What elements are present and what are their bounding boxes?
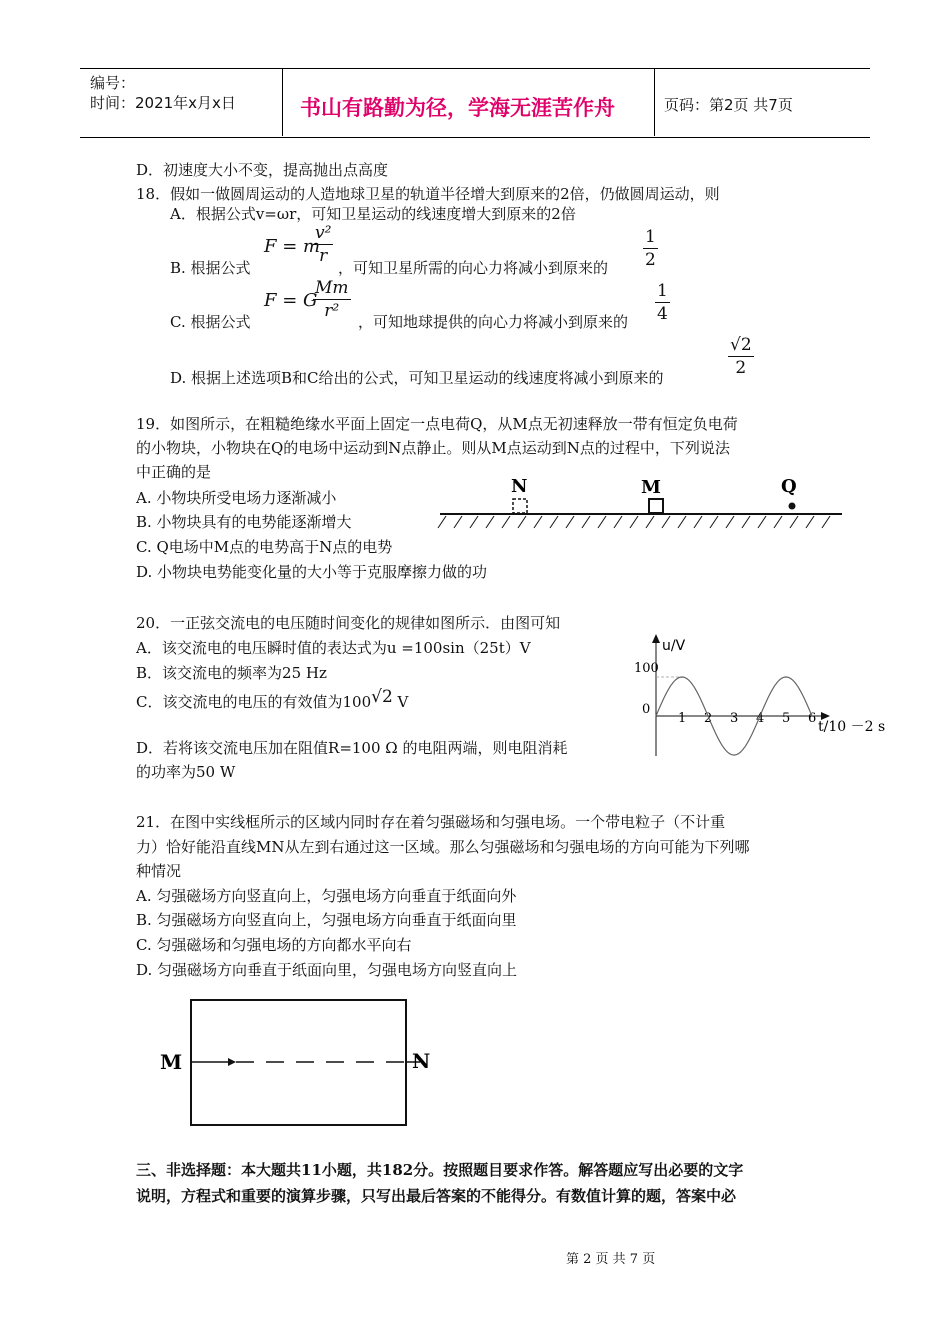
path-arrow <box>228 1058 236 1066</box>
q18-b-frac-den: 2 <box>645 250 656 270</box>
q20-stem: 20．一正弦交流电的电压随时间变化的规律如图所示．由图可知 <box>136 614 561 632</box>
q19-option-d: D. 小物块电势能变化量的大小等于克服摩擦力做的功 <box>136 563 488 581</box>
q18-b-answer-fraction <box>643 226 658 271</box>
label-n: N <box>511 476 528 497</box>
q18-option-c-prefix: C. 根据公式 <box>170 313 251 331</box>
q18-option-c-suffix: ，可知地球提供的向心力将减小到原来的 <box>358 313 629 331</box>
q21-figure <box>150 996 450 1132</box>
label-m: M <box>160 1050 183 1074</box>
q20-c-sqrt: √2 <box>371 687 393 707</box>
q18-c-formula-num: Mm <box>315 278 349 298</box>
q18-option-b-prefix: B. 根据公式 <box>170 259 251 277</box>
charge-q <box>789 503 796 510</box>
header-code: 编号： <box>90 74 136 92</box>
q18-option-b-suffix: ，可知卫星所需的向心力将减小到原来的 <box>338 259 609 277</box>
q19-stem-line3: 中正确的是 <box>136 463 212 481</box>
y-max-label: 100 <box>634 661 659 676</box>
q18-b-formula-num: v² <box>315 223 332 243</box>
x-tick-labels <box>678 711 816 726</box>
origin-label: 0 <box>642 702 651 717</box>
q18-b-frac-num: 1 <box>645 227 656 247</box>
q18-b-formula-lhs: F = m <box>264 236 321 257</box>
q18-c-formula-lhs: F = G <box>264 290 318 311</box>
q20-option-a: A．该交流电的电压瞬时值的表达式为u =100sin（25t）V <box>136 639 531 657</box>
q19-figure <box>436 470 846 540</box>
header-motto: 书山有路勤为径，学海无涯苦作舟 <box>300 96 615 120</box>
q18-stem: 18．假如一做圆周运动的人造地球卫星的轨道半径增大到原来的2倍，仍做圆周运动，则 <box>136 185 720 203</box>
q18-d-frac-num: √2 <box>730 335 752 355</box>
q21-option-c: C. 匀强磁场和匀强电场的方向都水平向右 <box>136 936 412 954</box>
label-m: M <box>641 477 661 498</box>
label-n: N <box>412 1049 431 1073</box>
x-tick-label: 6 <box>808 711 817 726</box>
header-time: 时间：2021年x月x日 <box>90 94 236 112</box>
x-tick-label: 1 <box>678 711 687 726</box>
q20-c-unit: V <box>397 693 409 711</box>
ground-hatching <box>438 516 830 528</box>
q21-stem-line3: 种情况 <box>136 862 182 880</box>
x-axis-label: t/10 －2 s <box>818 719 886 735</box>
q18-c-answer-fraction <box>655 280 670 325</box>
q20-option-b: B．该交流电的频率为25 Hz <box>136 664 327 682</box>
x-tick-label: 2 <box>704 711 713 726</box>
q19-stem-line2: 的小物块，小物块在Q的电场中运动到N点静止。则从M点运动到N点的过程中，下列说法 <box>136 439 730 457</box>
q20-c-prefix: C．该交流电的电压的有效值为100 <box>136 693 372 711</box>
q20-option-c <box>136 687 409 712</box>
q21-stem-line2: 力）恰好能沿直线MN从左到右通过这一区域。那么匀强磁场和匀强电场的方向可能为下列哪 <box>136 838 750 856</box>
q19-option-c: C. Q电场中M点的电势高于N点的电势 <box>136 538 393 556</box>
q20-voltage-chart <box>628 630 890 758</box>
q18-d-frac-den: 2 <box>735 358 747 378</box>
page-footer: 第 2 页 共 7 页 <box>566 1252 656 1267</box>
q17-option-d: D．初速度大小不变，提高抛出点高度 <box>136 161 389 179</box>
q21-stem-line1: 21．在图中实线框所示的区域内同时存在着匀强磁场和匀强电场。一个带电粒子（不计重 <box>136 813 726 831</box>
x-tick-label: 3 <box>730 711 739 726</box>
header-divider <box>654 68 655 136</box>
x-tick-label: 4 <box>756 711 765 726</box>
x-tick-label: 5 <box>782 711 791 726</box>
q18-c-formula-fraction <box>313 277 351 322</box>
block-m <box>649 499 663 513</box>
section3-line1: 三、非选择题：本大题共11小题，共182分。按照题目要求作答。解答题应写出必要的文字 <box>136 1161 744 1179</box>
block-n-dashed <box>513 499 527 513</box>
q18-d-answer-fraction <box>728 334 754 379</box>
q18-c-formula-den: r² <box>324 301 340 321</box>
label-q: Q <box>781 476 797 497</box>
header-page: 页码：第2页 共7页 <box>664 96 793 114</box>
q19-option-a: A. 小物块所受电场力逐渐减小 <box>136 489 337 507</box>
q18-b-formula-fraction <box>313 222 333 267</box>
section3-line2: 说明，方程式和重要的演算步骤，只写出最后答案的不能得分。有数值计算的题，答案中必 <box>136 1187 737 1205</box>
q19-option-b: B. 小物块具有的电势能逐渐增大 <box>136 513 352 531</box>
y-axis-arrow <box>652 634 660 643</box>
q19-stem-line1: 19．如图所示，在粗糙绝缘水平面上固定一点电荷Q，从M点无初速释放一带有恒定负电荷 <box>136 415 738 433</box>
header-divider <box>282 68 283 136</box>
q18-option-a: A．根据公式v=ωr，可知卫星运动的线速度增大到原来的2倍 <box>170 205 576 223</box>
y-axis-label: u/V <box>662 638 686 654</box>
q18-c-frac-den: 4 <box>657 304 668 324</box>
q20-option-d-line1: D．若将该交流电压加在阻值R=100 Ω 的电阻两端，则电阻消耗 <box>136 739 568 757</box>
q21-option-a: A. 匀强磁场方向竖直向上，匀强电场方向垂直于纸面向外 <box>136 887 517 905</box>
q20-option-d-line2: 的功率为50 W <box>136 763 236 781</box>
q18-c-frac-num: 1 <box>657 281 668 301</box>
q21-option-b: B. 匀强磁场方向竖直向上，匀强电场方向垂直于纸面向里 <box>136 911 517 929</box>
q18-option-d: D. 根据上述选项B和C给出的公式，可知卫星运动的线速度将减小到原来的 <box>170 369 664 387</box>
q18-b-formula-den: r <box>319 246 328 266</box>
q21-option-d: D. 匀强磁场方向垂直于纸面向里，匀强电场方向竖直向上 <box>136 961 518 979</box>
